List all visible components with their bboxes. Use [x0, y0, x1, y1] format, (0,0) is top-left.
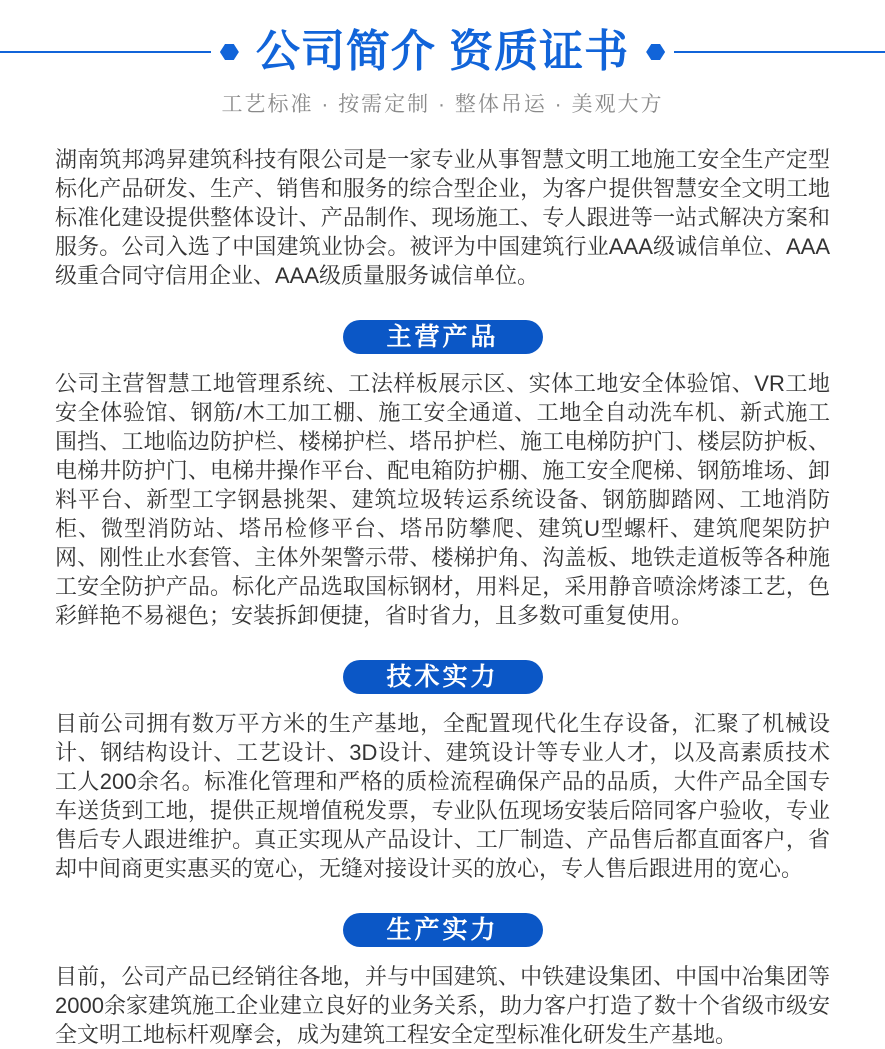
- section-header: [0, 0, 885, 118]
- badge-technical-strength: 技术实力: [343, 660, 543, 694]
- hexagon-dot-icon: [220, 44, 239, 60]
- tagline: 工艺标准 · 按需定制 · 整体吊运 · 美观大方: [221, 93, 664, 116]
- content-area: [55, 145, 830, 1049]
- production-strength-paragraph: 目前，公司产品已经销往各地，并与中国建筑、中铁建设集团、中国中冶集团等2000余家建筑施工企业建立良好的业务关系，助力客户打造了数十个省级市级安全文明工地标杆观摩会，成为建筑工程安全定型标准化研发生产基地。: [55, 964, 830, 1047]
- badge-main-products: 主营产品: [343, 320, 543, 354]
- title-row: [0, 28, 885, 76]
- badge-production-strength: 生产实力: [343, 913, 543, 947]
- right-rule-line: [674, 51, 885, 53]
- main-products-paragraph: 公司主营智慧工地管理系统、工法样板展示区、实体工地安全体验馆、VR工地安全体验馆、钢筋/木工加工棚、施工安全通道、工地全自动洗车机、新式施工围挡、工地临边防护栏、楼梯护栏、塔吊护栏、施工电梯防护门、楼层防护板、电梯井防护门、电梯井操作平台、配电箱防护棚、施工安全爬梯、钢筋堆场、卸料平台、新型工字钢悬挑架、建筑垃圾转运系统设备、钢筋脚踏网、工地消防柜、微型消防站、塔吊检修平台、塔吊防攀爬、建筑U型螺杆、建筑爬架防护网、刚性止水套管、主体外架警示带、楼梯护角、沟盖板、地铁走道板等各种施工安全防护产品。标化产品选取国标钢材，用料足，采用静音喷涂烤漆工艺，色彩鲜艳不易褪色；安装拆卸便捷，省时省力，且多数可重复使用。: [55, 371, 830, 628]
- left-rule-line: [0, 51, 211, 53]
- page-title: 公司简介 资质证书: [255, 27, 630, 76]
- company-intro-paragraph: 湖南筑邦鸿昇建筑科技有限公司是一家专业从事智慧文明工地施工安全生产定型标化产品研发、生产、销售和服务的综合型企业，为客户提供智慧安全文明工地标准化建设提供整体设计、产品制作、现场施工、专人跟进等一站式解决方案和服务。公司入选了中国建筑业协会。被评为中国建筑行业AAA级诚信单位、AAA级重合同守信用企业、AAA级质量服务诚信单位。: [55, 147, 830, 288]
- technical-strength-paragraph: 目前公司拥有数万平方米的生产基地，全配置现代化生存设备，汇聚了机械设计、钢结构设计、工艺设计、3D设计、建筑设计等专业人才，以及高素质技术工人200余名。标准化管理和严格的质检流程确保产品的品质，大件产品全国专车送货到工地，提供正规增值税发票，专业队伍现场安装后陪同客户验收，专业售后专人跟进维护。真正实现从产品设计、工厂制造、产品售后都直面客户，省却中间商更实惠买的宽心，无缝对接设计买的放心，专人售后跟进用的宽心。: [55, 711, 830, 881]
- hexagon-dot-icon: [646, 44, 665, 60]
